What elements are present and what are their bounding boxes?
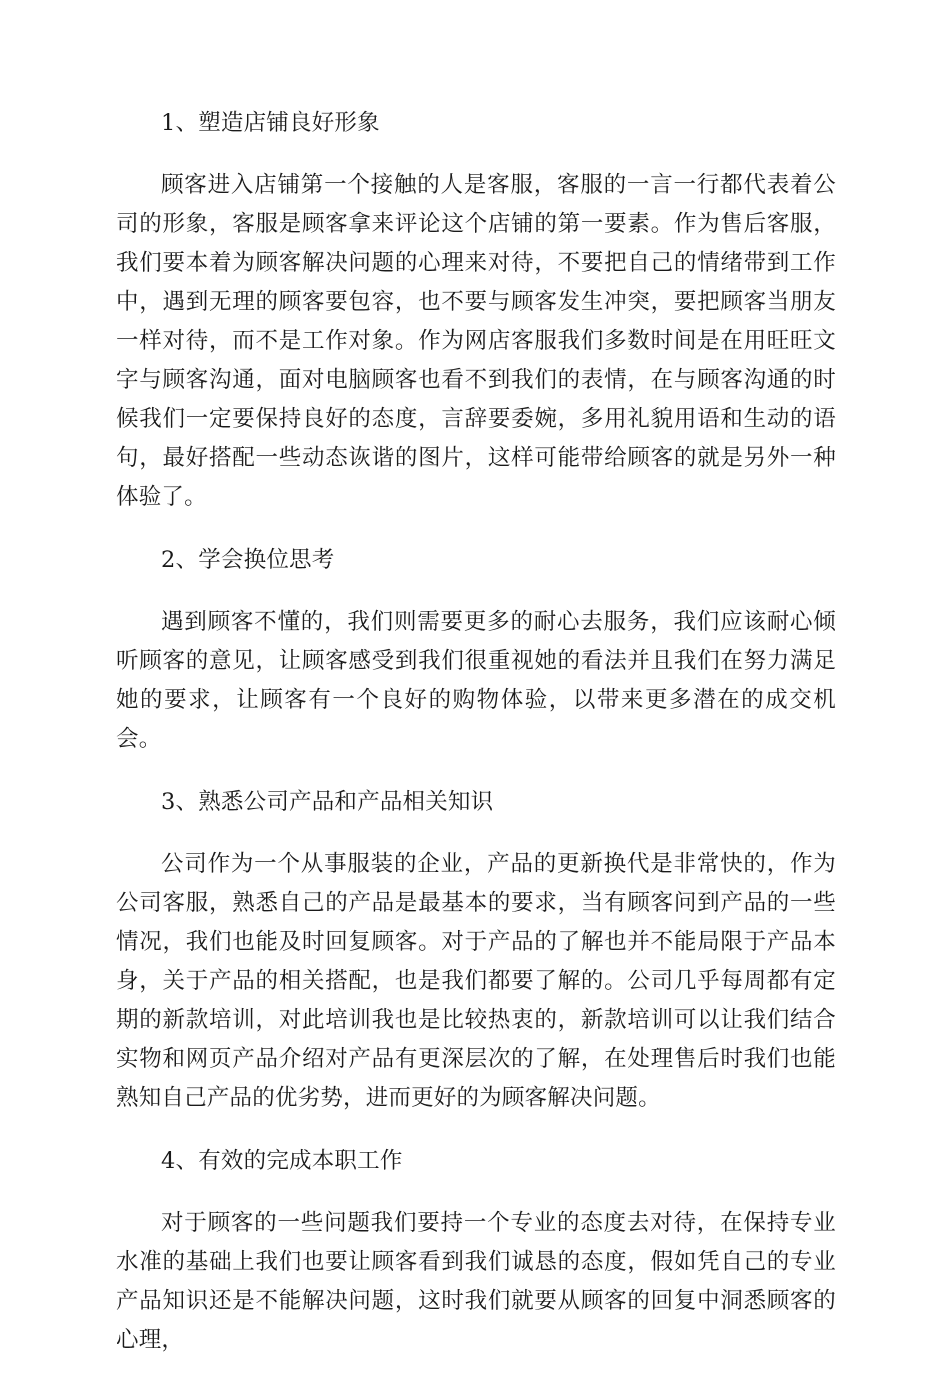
section-heading-1: 1、塑造店铺良好形象 bbox=[161, 110, 380, 136]
section-paragraph-3: 公司作为一个从事服装的企业，产品的更新换代是非常快的，作为公司客服，熟悉自己的产品是最基本的要求，当有顾客问到产品的一些情况，我们也能及时回复顾客。对于产品的了解也并不能局限于产品本身，关于产品的相关搭配，也是我们都要了解的。公司几乎每周都有定期的新款培训，对此培训我也是比较热衷的，新款培训可以让我们结合实物和网页产品介绍对产品有更深层次的了解，在处理售后时我们也能熟知自己产品的优劣势，进而更好的为顾客解决问题。 bbox=[116, 851, 836, 1111]
section-paragraph-2: 遇到顾客不懂的，我们则需要更多的耐心去服务，我们应该耐心倾听顾客的意见，让顾客感受到我们很重视她的看法并且我们在努力满足她的要求，让顾客有一个良好的购物体验，以带来更多潜在的成交机会。 bbox=[116, 609, 836, 752]
section-heading-4: 4、有效的完成本职工作 bbox=[161, 1148, 403, 1174]
section-paragraph-4: 对于顾客的一些问题我们要持一个专业的态度去对待，在保持专业水准的基础上我们也要让顾客看到我们诚恳的态度，假如凭自己的专业产品知识还是不能解决问题，这时我们就要从顾客的回复中洞悉顾客的心理， bbox=[116, 1210, 836, 1353]
section-heading-2: 2、学会换位思考 bbox=[161, 547, 335, 573]
section-paragraph-1: 顾客进入店铺第一个接触的人是客服，客服的一言一行都代表着公司的形象，客服是顾客拿来评论这个店铺的第一要素。作为售后客服，我们要本着为顾客解决问题的心理来对待，不要把自己的情绪带到工作中，遇到无理的顾客要包容，也不要与顾客发生冲突，要把顾客当朋友一样对待，而不是工作对象。作为网店客服我们多数时间是在用旺旺文字与顾客沟通，面对电脑顾客也看不到我们的表情，在与顾客沟通的时候我们一定要保持良好的态度，言辞要委婉，多用礼貌用语和生动的语句，最好搭配一些动态诙谐的图片，这样可能带给顾客的就是另外一种体验了。 bbox=[116, 172, 836, 510]
document-body bbox=[116, 104, 836, 1384]
section-heading-3: 3、熟悉公司产品和产品相关知识 bbox=[161, 789, 494, 815]
